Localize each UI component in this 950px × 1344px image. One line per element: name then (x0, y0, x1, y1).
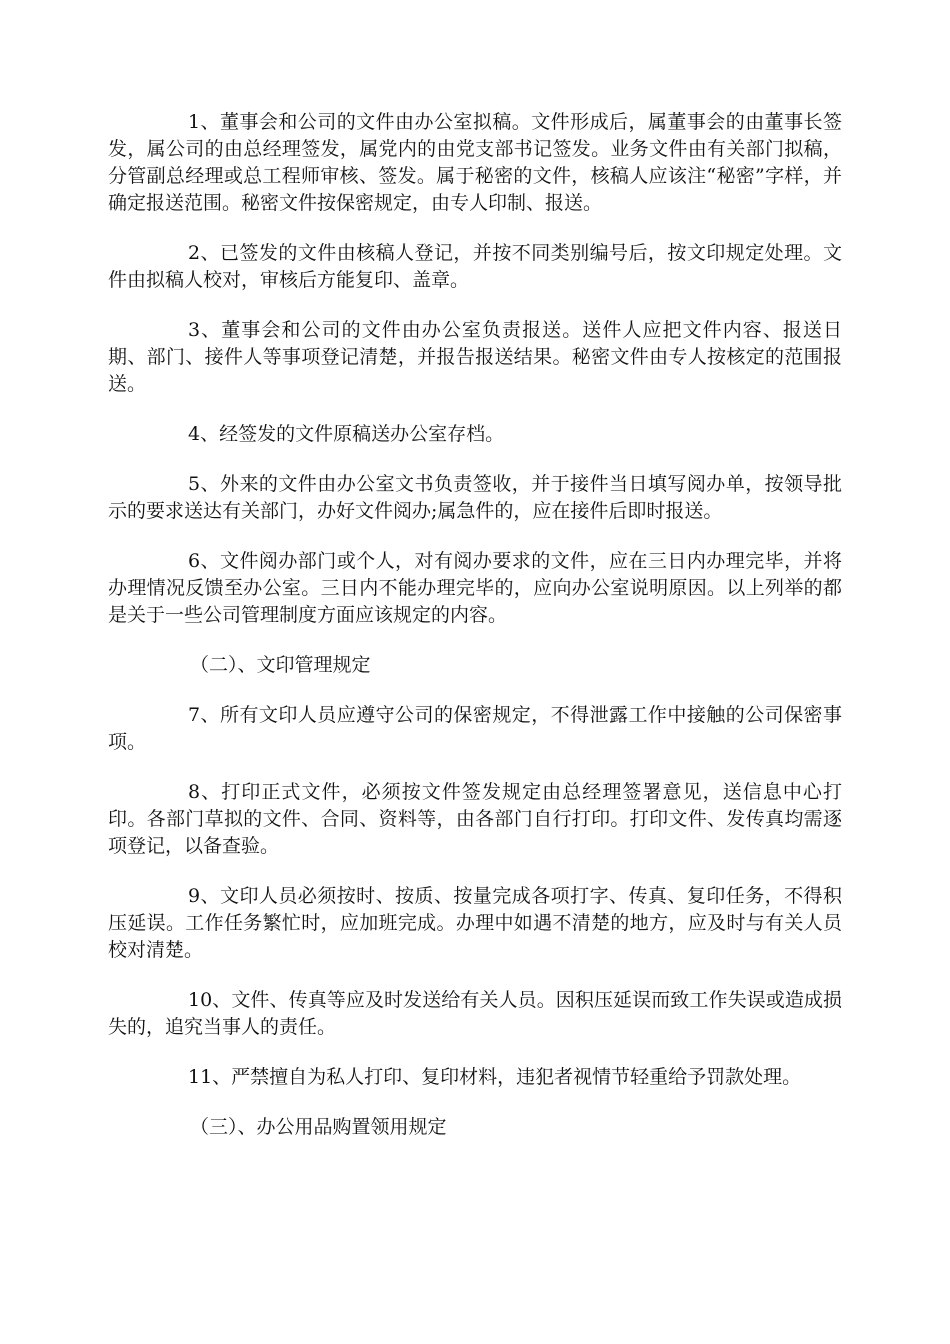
section-heading-2: （二）、文印管理规定 (190, 654, 371, 676)
paragraph-1: 1、董事会和公司的文件由办公室拟稿。文件形成后，属董事会的由董事长签发，属公司的由总经理签发，属党内的由党支部书记签发。业务文件由有关部门拟稿，分管副总经理或总工程师审核、签发。属于秘密的文件，核稿人应该注“秘密”字样，并确定报送范围。秘密文件按保密规定，由专人印制、报送。 (108, 111, 842, 214)
paragraph-5: 5、外来的文件由办公室文书负责签收，并于接件当日填写阅办单，按领导批示的要求送达有关部门，办好文件阅办;属急件的，应在接件后即时报送。 (108, 473, 842, 522)
document-page (108, 109, 842, 1164)
section-heading-3: （三）、办公用品购置领用规定 (190, 1116, 447, 1138)
paragraph-3: 3、董事会和公司的文件由办公室负责报送。送件人应把文件内容、报送日期、部门、接件人等事项登记清楚，并报告报送结果。秘密文件由专人按核定的范围报送。 (108, 319, 842, 395)
paragraph-9: 9、文印人员必须按时、按质、按量完成各项打字、传真、复印任务，不得积压延误。工作任务繁忙时，应加班完成。办理中如遇不清楚的地方，应及时与有关人员校对清楚。 (108, 885, 842, 961)
paragraph-8: 8、打印正式文件，必须按文件签发规定由总经理签署意见，送信息中心打印。各部门草拟的文件、合同、资料等，由各部门自行打印。打印文件、发传真均需逐项登记，以备查验。 (108, 781, 842, 857)
paragraph-10: 10、文件、传真等应及时发送给有关人员。因积压延误而致工作失误或造成损失的，追究当事人的责任。 (108, 989, 842, 1038)
paragraph-4: 4、经签发的文件原稿送办公室存档。 (188, 423, 505, 445)
paragraph-6: 6、文件阅办部门或个人，对有阅办要求的文件，应在三日内办理完毕，并将办理情况反馈至办公室。三日内不能办理完毕的，应向办公室说明原因。以上列举的都是关于一些公司管理制度方面应该规定的内容。 (108, 550, 842, 626)
paragraph-7: 7、所有文印人员应遵守公司的保密规定，不得泄露工作中接触的公司保密事项。 (108, 704, 842, 753)
paragraph-2: 2、已签发的文件由核稿人登记，并按不同类别编号后，按文印规定处理。文件由拟稿人校对，审核后方能复印、盖章。 (108, 242, 842, 291)
paragraph-11: 11、严禁擅自为私人打印、复印材料，违犯者视情节轻重给予罚款处理。 (188, 1066, 802, 1088)
